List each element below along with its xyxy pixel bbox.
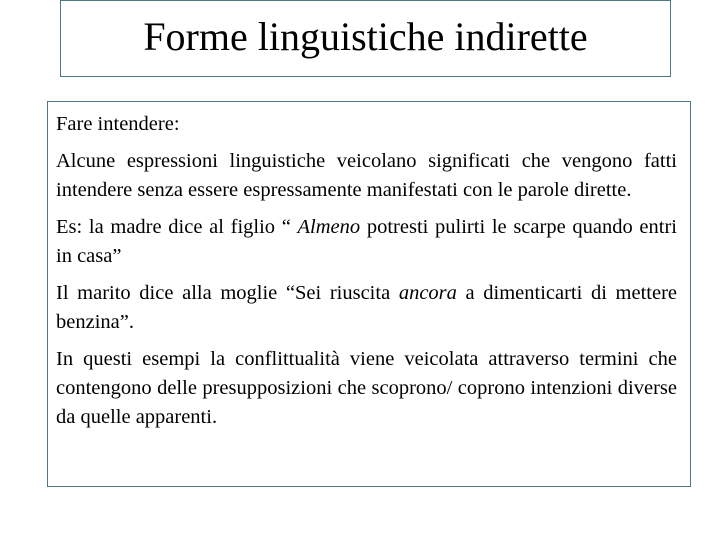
example-mother-text-b: potresti pulirti le scarpe quando entri in casa”: [56, 216, 677, 267]
title-box: [60, 0, 671, 77]
section-heading: [56, 110, 677, 139]
example-husband-text-b: a dimenticarti di mettere benzina”.: [56, 282, 677, 333]
paragraph-conclusion: In questi esempi la conflittualità viene veicolata attraverso termini che contengono delle presupposizioni che scoprono/ coprono intenzioni diverse da quelle apparenti.: [56, 348, 677, 428]
example-mother-emphasis: Almeno: [297, 216, 361, 238]
paragraph-definition: Alcune espressioni linguistiche veicolano significati che vengono fatti intendere senza essere espressamente manifestati con le parole dirette.: [56, 150, 677, 201]
example-husband-text-a: Il marito dice alla moglie “Sei riuscita: [56, 282, 399, 304]
paragraph-example-husband: [56, 279, 677, 337]
heading-label: Fare intendere: [56, 113, 174, 135]
page-title: Forme linguistiche indirette: [143, 13, 588, 59]
content-box: [47, 101, 691, 487]
example-husband-emphasis: ancora: [398, 282, 457, 304]
paragraph-example-mother: [56, 213, 677, 271]
example-mother-text-a: Es: la madre dice al figlio “: [56, 216, 298, 238]
heading-colon: :: [173, 113, 180, 135]
